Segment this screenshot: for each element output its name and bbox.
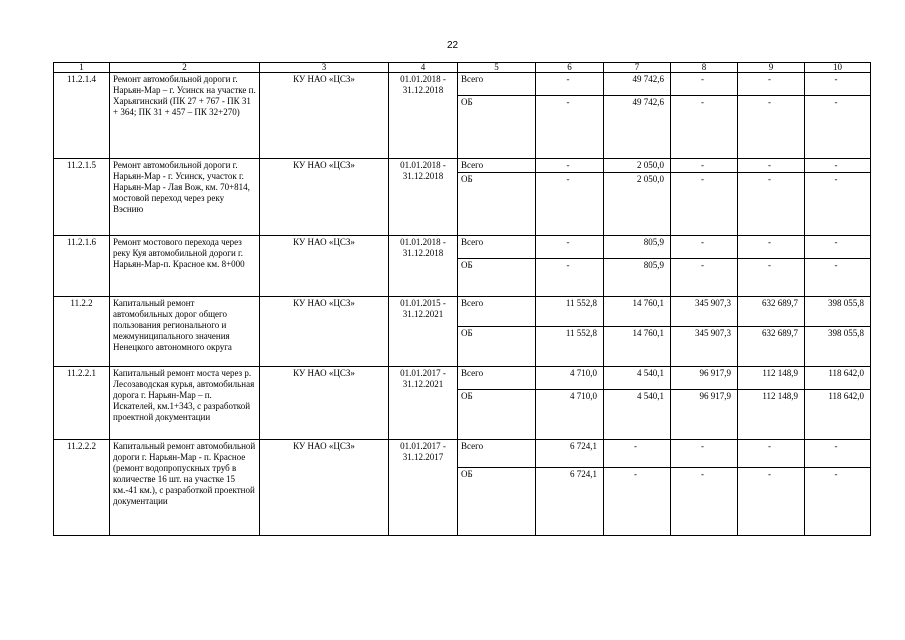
amount-v7: 14 760,1 [604,297,671,327]
amount-v6: 4 710,0 [536,390,604,440]
amount-v6: 11 552,8 [536,327,604,367]
table-row [54,159,871,173]
amount-v7: 49 742,6 [604,73,671,96]
executor: КУ НАО «ЦСЗ» [260,297,389,367]
amount-v10: 118 642,0 [805,390,871,440]
activity-name: Ремонт мостового перехода через реку Куя автомобильной дороги г. Нарьян-Мар-п. Красное км. 8+000 [110,236,260,297]
amount-v7: 2 050,0 [604,159,671,173]
funding-source: Всего [458,73,536,96]
column-header: 2 [110,63,260,73]
amount-v10: 118 642,0 [805,367,871,390]
amount-v8: 345 907,3 [671,297,738,327]
period: 01.01.2017 - 31.12.2017 [389,440,458,536]
amount-v6: - [536,259,604,297]
amount-v8: - [671,468,738,536]
amount-v7: 2 050,0 [604,173,671,236]
amount-v10: 398 055,8 [805,297,871,327]
amount-v9: 632 689,7 [738,327,805,367]
amount-v6: 11 552,8 [536,297,604,327]
activity-name: Капитальный ремонт автомобильной дороги г. Нарьян-Мар - п. Красное (ремонт водопропускных труб в количестве 16 шт. на участке 15 км.-41 км.), с разработкой проектной документации [110,440,260,536]
activity-name: Ремонт автомобильной дороги г. Нарьян-Мар - г. Усинск, участок г. Нарьян-Мар - Лая Вож, км. 70+814, мостовой переход через реку Вэснию [110,159,260,236]
amount-v8: - [671,73,738,96]
amount-v7: 4 540,1 [604,390,671,440]
funding-source: ОБ [458,468,536,536]
funding-source: ОБ [458,173,536,236]
amount-v10: - [805,259,871,297]
amount-v10: - [805,173,871,236]
amount-v9: - [738,236,805,259]
amount-v7: - [604,468,671,536]
amount-v7: - [604,440,671,468]
funding-source: Всего [458,297,536,327]
funding-source: ОБ [458,327,536,367]
table-row [54,367,871,390]
amount-v10: - [805,236,871,259]
amount-v6: - [536,173,604,236]
table-row [54,297,871,327]
amount-v7: 805,9 [604,236,671,259]
amount-v9: - [738,173,805,236]
executor: КУ НАО «ЦСЗ» [260,73,389,159]
amount-v10: - [805,159,871,173]
page-number: 22 [446,40,459,51]
amount-v9: 112 148,9 [738,367,805,390]
row-number: 11.2.2 [54,297,110,367]
activity-name: Капитальный ремонт автомобильных дорог общего пользования регионального и межмуниципального значения Ненецкого автономного округа [110,297,260,367]
amount-v6: 4 710,0 [536,367,604,390]
amount-v8: - [671,159,738,173]
funding-source: ОБ [458,390,536,440]
funding-source: ОБ [458,96,536,159]
amount-v6: - [536,73,604,96]
amount-v6: 6 724,1 [536,468,604,536]
amount-v10: 398 055,8 [805,327,871,367]
column-header: 3 [260,63,389,73]
amount-v9: 112 148,9 [738,390,805,440]
period: 01.01.2018 - 31.12.2018 [389,159,458,236]
amount-v8: - [671,173,738,236]
table-row [54,236,871,259]
amount-v9: - [738,96,805,159]
executor: КУ НАО «ЦСЗ» [260,367,389,440]
funding-source: Всего [458,236,536,259]
amount-v9: 632 689,7 [738,297,805,327]
table-row [54,73,871,96]
funding-source: Всего [458,367,536,390]
funding-source: Всего [458,159,536,173]
executor: КУ НАО «ЦСЗ» [260,236,389,297]
amount-v10: - [805,440,871,468]
executor: КУ НАО «ЦСЗ» [260,440,389,536]
column-header: 7 [604,63,671,73]
column-header: 4 [389,63,458,73]
amount-v8: - [671,259,738,297]
amount-v7: 49 742,6 [604,96,671,159]
column-header: 10 [805,63,871,73]
row-number: 11.2.2.1 [54,367,110,440]
period: 01.01.2017 - 31.12.2021 [389,367,458,440]
amount-v6: - [536,159,604,173]
row-number: 11.2.1.6 [54,236,110,297]
funding-source: Всего [458,440,536,468]
amount-v9: - [738,159,805,173]
amount-v7: 805,9 [604,259,671,297]
amount-v10: - [805,468,871,536]
period: 01.01.2015 - 31.12.2021 [389,297,458,367]
column-header: 5 [458,63,536,73]
amount-v9: - [738,259,805,297]
amount-v8: 345 907,3 [671,327,738,367]
column-header: 1 [54,63,110,73]
table-row [54,440,871,468]
program-activities-table [53,62,871,536]
amount-v8: - [671,96,738,159]
funding-source: ОБ [458,259,536,297]
amount-v6: - [536,236,604,259]
column-header: 9 [738,63,805,73]
amount-v10: - [805,73,871,96]
column-header: 6 [536,63,604,73]
period: 01.01.2018 - 31.12.2018 [389,236,458,297]
amount-v10: - [805,96,871,159]
amount-v8: 96 917,9 [671,367,738,390]
row-number: 11.2.1.5 [54,159,110,236]
header-row [54,63,871,73]
amount-v6: 6 724,1 [536,440,604,468]
amount-v7: 4 540,1 [604,367,671,390]
amount-v6: - [536,96,604,159]
period: 01.01.2018 - 31.12.2018 [389,73,458,159]
amount-v9: - [738,440,805,468]
amount-v8: 96 917,9 [671,390,738,440]
row-number: 11.2.1.4 [54,73,110,159]
column-header: 8 [671,63,738,73]
row-number: 11.2.2.2 [54,440,110,536]
amount-v7: 14 760,1 [604,327,671,367]
amount-v8: - [671,440,738,468]
activity-name: Ремонт автомобильной дороги г. Нарьян-Мар – г. Усинск на участке п. Харьягинский (ПК 27 + 767 - ПК 31 + 364; ПК 31 + 457 – ПК 32+270) [110,73,260,159]
amount-v9: - [738,73,805,96]
activity-name: Капитальный ремонт моста через р. Лесозаводская курья, автомобильная дорога г. Нарьян-Мар – п. Искателей, км.1+343, с разработкой проектной документации [110,367,260,440]
amount-v8: - [671,236,738,259]
amount-v9: - [738,468,805,536]
executor: КУ НАО «ЦСЗ» [260,159,389,236]
